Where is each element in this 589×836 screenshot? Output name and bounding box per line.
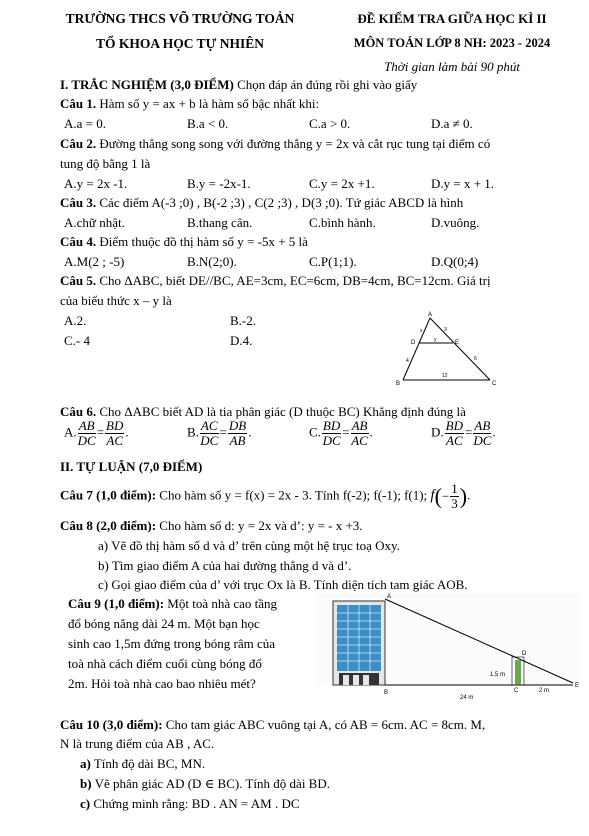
q1-option-c: C.a > 0. <box>309 116 351 131</box>
q5-stem <box>60 273 491 289</box>
q4-option-b: B.N(2;0). <box>187 254 237 269</box>
q9-label: Câu 9 (1,0 điểm): <box>68 596 165 611</box>
label-height: 1,5 m <box>490 672 506 678</box>
q6-c-den1: DC <box>322 433 341 448</box>
q4-option-c: C.P(1;1). <box>309 254 357 269</box>
q2-text-cont: tung độ bằng 1 là <box>60 156 151 171</box>
q6-text: Cho ΔABC biết AD là tia phân giác (D thuộc BC) Khẳng định đúng là <box>96 404 466 419</box>
q5-option-c: C.- 4 <box>64 333 90 348</box>
q7-f: f <box>430 487 435 504</box>
q6-label: Câu 6. <box>60 404 97 419</box>
q10-text-cont: N là trung điểm của AB , AC. <box>60 736 215 751</box>
label-b: B <box>396 381 401 387</box>
q7-text: Cho hàm số y = f(x) = 2x - 3. Tính f(-2); f(-1); f(1); <box>156 487 428 503</box>
q3-option-a: A.chữ nhật. <box>64 215 125 230</box>
q10-stem <box>60 717 485 733</box>
q8-item-b: b) Tìm giao điểm A của hai đường thẳng d và d’. <box>98 558 352 573</box>
student-marker <box>515 660 521 685</box>
q4-option-a: A.M(2 ; -5) <box>64 254 125 269</box>
q6-a-num1: AB <box>78 418 95 433</box>
q8-label: Câu 8 (2,0 điểm): <box>60 518 157 533</box>
q6-a-den1: DC <box>77 433 96 448</box>
q1-stem <box>60 96 319 112</box>
building <box>333 601 385 685</box>
q6-c-den2: AC <box>351 433 368 448</box>
q3-option-d: D.vuông. <box>431 215 480 230</box>
q5-option-d: D.4. <box>230 333 253 348</box>
q6-option-d: D. $\frac{BD}{AC}$ = $\frac{AB}{DC}$ . <box>431 418 496 448</box>
q6-b-num2: DB <box>228 418 247 433</box>
q9-text-1: Một toà nhà cao tầng <box>164 596 278 611</box>
side-ab <box>403 318 430 380</box>
q2-option-a: A.y = 2x -1. <box>64 176 128 191</box>
q5-option-b: B.-2. <box>230 313 256 328</box>
q4-text: Điểm thuộc đồ thị hàm số y = -5x + 5 là <box>96 234 308 249</box>
q10-item-c <box>80 796 300 812</box>
q3-option-b: B.thang cân. <box>187 215 253 230</box>
q7-label: Câu 7 (1,0 điểm): <box>60 487 157 503</box>
q3-text: Các điểm A(-3 ;0) , B(-2 ;3) , C(2 ;3) , D(3 ;0). Tứ giác ABCD là hình <box>96 195 464 210</box>
label-12: 12 <box>442 373 448 379</box>
exam-title: ĐỀ KIỂM TRA GIỮA HỌC KÌ II <box>357 11 547 26</box>
q10-item-a-letter: a) <box>80 756 91 771</box>
q8-item-c: c) Gọi giao điểm của d’ với trục Ox là B. Tính diện tích tam giác AOB. <box>98 577 468 592</box>
q4-option-d: D.Q(0;4) <box>431 254 479 269</box>
q10-item-a <box>80 756 205 772</box>
label-b: B <box>384 690 389 696</box>
part2-title: II. TỰ LUẬN (7,0 ĐIỂM) <box>60 459 203 474</box>
q5-text-cont: của biểu thức x – y là <box>60 293 172 308</box>
q3-stem <box>60 195 463 211</box>
q10-item-b-text: Vẽ phân giác AD (D ∈ BC). Tính độ dài BD. <box>91 776 330 791</box>
label-e: E <box>455 340 460 346</box>
q9-line-4: toà nhà cách điểm cuối cùng bóng đổ <box>68 656 262 671</box>
label-a: A <box>428 312 433 318</box>
q10-text: Cho tam giác ABC vuông tại A, có AB = 6cm. AC = 8cm. M, <box>162 717 486 732</box>
q1-text: Hàm số y = ax + b là hàm số bậc nhất khi: <box>96 96 320 111</box>
label-e: E <box>575 683 580 689</box>
q10-item-b-letter: b) <box>80 776 92 791</box>
side-ac <box>430 318 490 380</box>
q7-minus: − <box>441 488 450 504</box>
department-name: TỔ KHOA HỌC TỰ NHIÊN <box>95 36 265 51</box>
label-3: 3 <box>444 327 447 333</box>
label-a: A <box>387 594 392 600</box>
q1-option-d: D.a ≠ 0. <box>431 116 473 131</box>
q6-c-num1: BD <box>322 418 341 433</box>
q9-line-1 <box>68 596 277 612</box>
label-x: x <box>420 328 423 334</box>
q10-item-a-text: Tính độ dài BC, MN. <box>90 756 206 771</box>
label-24m: 24 m <box>460 695 474 701</box>
label-d: D <box>411 340 416 346</box>
part1-instruction: Chọn đáp án đúng rồi ghi vào giấy <box>233 77 418 92</box>
q1-label: Câu 1. <box>60 96 97 111</box>
q1-option-b: B.a < 0. <box>187 116 229 131</box>
q5-label: Câu 5. <box>60 273 97 288</box>
q10-item-c-text: Chứng minh rằng: BD . AN = AM . DC <box>90 796 300 811</box>
q6-d-num2: AB <box>474 418 491 433</box>
label-d: D <box>522 651 527 657</box>
q6-option-a: A. $\frac{AB}{DC}$ = $\frac{BD}{AC}$ . <box>64 418 129 448</box>
q6-option-c-letter: C. <box>309 424 321 440</box>
q9-line-5: 2m. Hỏi toà nhà cao bao nhiêu mét? <box>68 676 256 691</box>
q2-stem <box>60 136 490 152</box>
q7-num: 1 <box>451 481 458 496</box>
label-6: 6 <box>474 356 477 362</box>
exam-time: Thời gian làm bài 90 phút <box>384 59 520 74</box>
q10-item-b <box>80 776 330 792</box>
q6-option-a-letter: A. <box>64 424 77 440</box>
label-4: 4 <box>406 358 409 364</box>
building-figure <box>305 593 585 705</box>
q7-stem: Câu 7 (1,0 điểm): Cho hàm số y = f(x) = 2x - 3. Tính f(-2); f(-1); f(1); f(− $\frac{1}{3}$ ). <box>60 481 471 511</box>
label-2m: 2 m <box>539 688 550 694</box>
q10-label: Câu 10 (3,0 điểm): <box>60 717 163 732</box>
school-name: TRƯỜNG THCS VÕ TRƯỜNG TOẢN <box>65 11 295 26</box>
q4-label: Câu 4. <box>60 234 97 249</box>
q6-a-num2: BD <box>106 418 124 433</box>
q9-line-2: đổ bóng nắng dài 24 m. Một bạn học <box>68 616 260 631</box>
q1-option-a: A.a = 0. <box>64 116 106 131</box>
label-c: C <box>514 688 519 694</box>
q2-label: Câu 2. <box>60 136 97 151</box>
part1-title: I. TRẮC NGHIỆM (3,0 ĐIỂM) <box>60 77 234 92</box>
q2-option-b: B.y = -2x-1. <box>187 176 251 191</box>
triangle-figure <box>390 310 502 392</box>
q10-item-c-letter: c) <box>80 796 91 811</box>
q2-option-d: D.y = x + 1. <box>431 176 495 191</box>
q5-text: Cho ΔABC, biết DE//BC, AE=3cm, EC=6cm, DB=4cm, BC=12cm. Giá trị <box>96 273 491 288</box>
q9-line-3: sinh cao 1,5m đứng trong bóng râm của <box>68 636 276 651</box>
q6-b-den2: AB <box>229 433 246 448</box>
q8-item-a: a) Vẽ đồ thị hàm số d và d’ trên cùng một hệ trục toạ Oxy. <box>98 538 400 553</box>
q4-stem <box>60 234 308 250</box>
q3-label: Câu 3. <box>60 195 97 210</box>
q6-d-den1: AC <box>446 433 463 448</box>
q6-a-den2: AC <box>106 433 124 448</box>
label-y: y <box>434 337 437 343</box>
q3-option-c: C.bình hành. <box>309 215 376 230</box>
q6-b-den1: DC <box>200 433 219 448</box>
q6-d-num1: BD <box>445 418 463 433</box>
q6-option-c: C. $\frac{BD}{DC}$ = $\frac{AB}{AC}$ . <box>309 418 373 448</box>
q6-option-b: B. $\frac{AC}{DC}$ = $\frac{DB}{AB}$ . <box>187 418 252 448</box>
q2-text: Đường thẳng song song với đường thẳng y = 2x và cắt rục tung tại điểm có <box>96 136 491 151</box>
q8-text: Cho hàm số d: y = 2x và d’: y = - x +3. <box>156 518 363 533</box>
q6-c-num2: AB <box>351 418 368 433</box>
q6-option-b-letter: B. <box>187 424 199 440</box>
q7-den: 3 <box>451 496 458 511</box>
q5-option-a: A.2. <box>64 313 87 328</box>
q6-b-num1: AC <box>200 418 218 433</box>
q6-d-den2: DC <box>473 433 492 448</box>
part1-heading <box>60 77 417 93</box>
q8-stem <box>60 518 363 534</box>
q6-option-d-letter: D. <box>431 424 444 440</box>
q2-option-c: C.y = 2x +1. <box>309 176 375 191</box>
label-c: C <box>492 381 497 387</box>
exam-subject: MÔN TOÁN LỚP 8 NH: 2023 - 2024 <box>353 36 551 50</box>
